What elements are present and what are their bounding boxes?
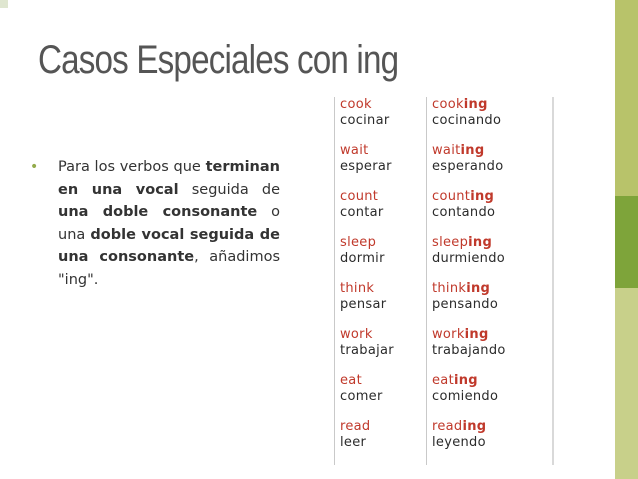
verb-stem: read [432, 419, 463, 434]
verb-english: count [340, 189, 379, 204]
corner-decoration [0, 0, 8, 8]
verb-ing-cell [432, 281, 498, 312]
verb-row [335, 143, 554, 189]
verb-row [335, 419, 554, 465]
verb-stem: work [432, 327, 465, 342]
side-bar-bottom-segment [615, 288, 638, 479]
verb-spanish: leer [340, 434, 367, 450]
verb-ing-cell [432, 327, 506, 358]
verb-base-cell [340, 143, 392, 174]
verb-base-cell [340, 327, 394, 358]
ing-suffix: ing [466, 281, 491, 296]
verb-row [335, 97, 554, 143]
verb-ing-cell [432, 419, 486, 450]
verb-english: think [340, 281, 375, 296]
verb-spanish-gerund: comiendo [432, 388, 499, 404]
verb-spanish: cocinar [340, 112, 390, 128]
bullet-bold-text: terminan en una vocal [58, 159, 280, 198]
verb-ing-form [432, 143, 503, 159]
verb-stem: sleep [432, 235, 469, 250]
verb-spanish: trabajar [340, 342, 394, 358]
bullet-plain-text: seguida de [178, 181, 280, 198]
ing-suffix: ing [470, 189, 495, 204]
verb-stem: cook [432, 97, 464, 112]
verb-ing-form [432, 281, 498, 297]
verb-ing-form [432, 327, 506, 343]
verb-spanish: comer [340, 388, 383, 404]
decorative-side-bar [615, 0, 638, 479]
verb-english: read [340, 419, 371, 434]
ing-suffix: ing [462, 419, 487, 434]
verb-ing-cell [432, 235, 505, 266]
verb-spanish: contar [340, 204, 384, 220]
ing-suffix: ing [468, 235, 493, 250]
verb-stem: think [432, 281, 467, 296]
bullet-plain-text: Para los verbos que [58, 159, 206, 175]
verb-ing-form [432, 97, 501, 113]
bullet-bold-text: una doble consonante [58, 204, 258, 220]
bullet-text [58, 156, 280, 291]
verb-stem: count [432, 189, 471, 204]
bullet-bold-text: doble vocal seguida de una consonante [58, 226, 280, 265]
verb-spanish-gerund: contando [432, 204, 496, 220]
verb-ing-form [432, 189, 495, 205]
verb-base-cell [340, 235, 385, 266]
verb-base-cell [340, 373, 383, 404]
verb-spanish: pensar [340, 296, 387, 312]
bullet-dot-icon: • [30, 159, 39, 175]
ing-suffix: ing [464, 327, 489, 342]
verb-english: cook [340, 97, 372, 112]
verb-spanish-gerund: durmiendo [432, 250, 506, 266]
verb-base-cell [340, 189, 384, 220]
ing-suffix: ing [460, 143, 485, 158]
verb-base-cell [340, 97, 390, 128]
verb-ing-form [432, 373, 498, 389]
verb-row [335, 327, 554, 373]
verb-spanish-gerund: esperando [432, 158, 504, 174]
verb-spanish-gerund: trabajando [432, 342, 506, 358]
verb-english: wait [340, 143, 369, 158]
verb-base-cell [340, 281, 386, 312]
verb-spanish-gerund: pensando [432, 296, 499, 312]
verb-ing-cell [432, 97, 501, 128]
verb-ing-cell [432, 189, 495, 220]
verb-spanish: esperar [340, 158, 392, 174]
verb-ing-form [432, 419, 486, 435]
verb-stem: eat [432, 373, 454, 388]
side-bar-top-segment [615, 0, 638, 196]
ing-suffix: ing [453, 373, 478, 388]
verb-row [335, 281, 554, 327]
verb-english: sleep [340, 235, 377, 250]
slide-title: Casos Especiales con ing [38, 38, 399, 82]
bullet-plain-text: , añadimos "ing". [58, 249, 280, 288]
verb-ing-cell [432, 143, 503, 174]
verb-row [335, 235, 554, 281]
ing-suffix: ing [463, 97, 488, 112]
verb-row [335, 373, 554, 419]
verb-spanish: dormir [340, 250, 385, 266]
bullet-plain-text: o una [58, 204, 280, 243]
verb-row [335, 189, 554, 235]
verb-spanish-gerund: cocinando [432, 112, 502, 128]
side-bar-middle-segment [615, 196, 638, 288]
verb-stem: wait [432, 143, 461, 158]
verb-spanish-gerund: leyendo [432, 434, 486, 450]
verb-base-cell [340, 419, 370, 450]
verb-ing-cell [432, 373, 498, 404]
bullet-point [30, 156, 280, 291]
verb-ing-form [432, 235, 505, 251]
verb-table [334, 97, 554, 465]
verb-english: eat [340, 373, 362, 388]
verb-english: work [340, 327, 373, 342]
